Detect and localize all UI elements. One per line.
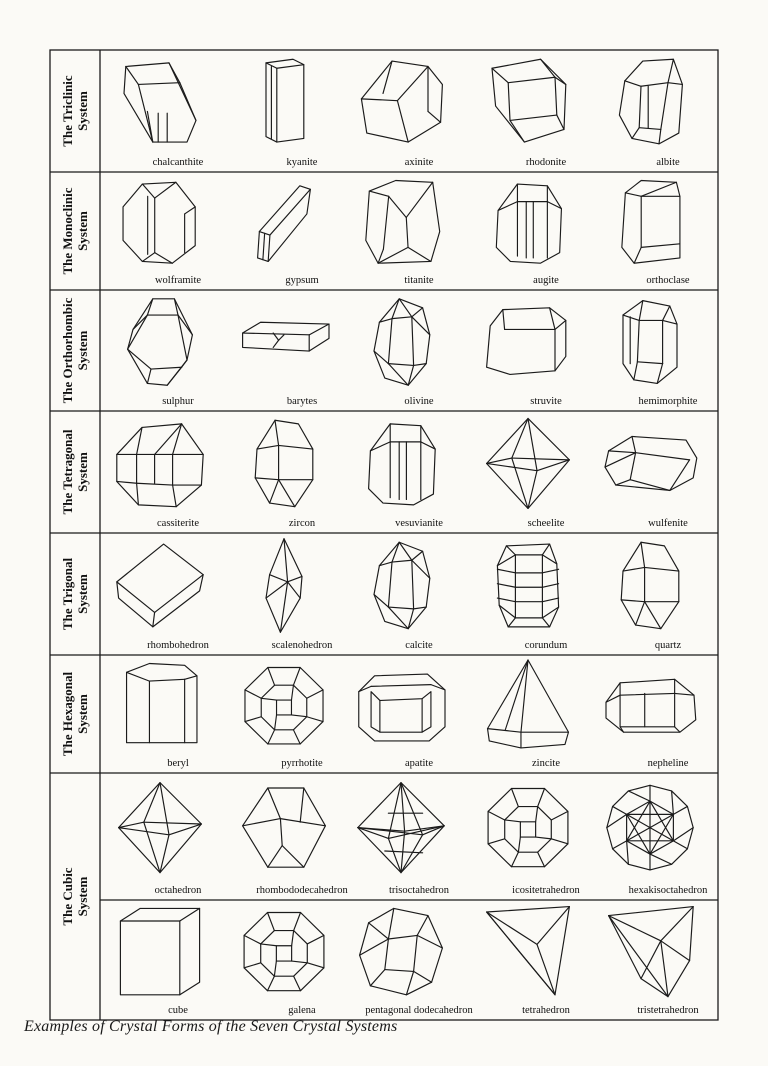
crystal-hexakisoctahedron bbox=[607, 785, 693, 870]
crystal-struvite bbox=[487, 308, 566, 375]
crystal-label: pyrrhotite bbox=[281, 758, 323, 769]
crystal-tetrahedron bbox=[487, 907, 570, 995]
crystal-label: struvite bbox=[530, 396, 562, 407]
crystal-label: scalenohedron bbox=[271, 640, 333, 651]
crystal-pentagonal-dodecahedron bbox=[360, 908, 443, 994]
crystal-rhodonite bbox=[492, 59, 566, 142]
crystal-barytes bbox=[243, 322, 329, 351]
crystal-scheelite bbox=[487, 418, 570, 508]
crystal-titanite bbox=[366, 181, 440, 264]
system-title-line: System bbox=[75, 211, 90, 251]
crystal-label: orthoclase bbox=[646, 275, 690, 286]
crystal-wulfenite bbox=[605, 436, 697, 490]
crystal-label: calcite bbox=[405, 640, 433, 651]
crystal-orthoclase bbox=[622, 181, 680, 264]
crystal-corundum bbox=[497, 544, 558, 627]
crystal-label: barytes bbox=[286, 396, 318, 407]
crystal-label: tristetrahedron bbox=[637, 1005, 699, 1016]
system-title-line: System bbox=[75, 694, 90, 734]
crystal-sulphur bbox=[128, 299, 193, 385]
crystal-beryl bbox=[127, 664, 197, 743]
crystal-label: zircon bbox=[288, 518, 316, 529]
system-title-line: System bbox=[75, 574, 90, 614]
crystal-label: wulfenite bbox=[648, 518, 688, 529]
crystal-zincite bbox=[488, 660, 569, 748]
system-title-line: The Tetragonal bbox=[60, 429, 75, 515]
crystal-label: scheelite bbox=[527, 518, 565, 529]
system-title bbox=[60, 187, 90, 274]
crystal-zircon bbox=[255, 420, 313, 506]
crystal-cassiterite bbox=[117, 424, 203, 507]
crystal-octahedron bbox=[119, 783, 202, 873]
crystal-label: augite bbox=[533, 275, 559, 286]
crystal-pyrrhotite bbox=[245, 667, 323, 743]
crystal-quartz bbox=[621, 542, 679, 628]
crystal-label: olivine bbox=[404, 396, 434, 407]
crystal-label: apatite bbox=[405, 758, 433, 769]
system-title-line: The Hexagonal bbox=[60, 671, 75, 757]
system-title-line: System bbox=[75, 876, 90, 917]
crystal-tristetrahedron bbox=[609, 907, 694, 997]
crystal-label: octahedron bbox=[154, 885, 202, 896]
system-title-line: The Cubic bbox=[60, 867, 75, 926]
crystal-label: galena bbox=[288, 1005, 316, 1016]
crystal-label: kyanite bbox=[286, 157, 318, 168]
crystal-kyanite bbox=[266, 59, 304, 142]
system-title-line: The Trigonal bbox=[60, 557, 75, 631]
system-title-line: System bbox=[75, 330, 90, 371]
system-title bbox=[60, 75, 90, 147]
crystal-icositetrahedron bbox=[488, 788, 568, 866]
crystal-label: icositetrahedron bbox=[512, 885, 580, 896]
system-title-line: The Orthorhombic bbox=[60, 297, 75, 404]
crystal-hemimorphite bbox=[623, 301, 677, 384]
crystal-label: gypsum bbox=[285, 275, 319, 286]
crystal-trisoctahedron bbox=[358, 783, 444, 873]
crystal-label: hemimorphite bbox=[638, 396, 698, 407]
crystal-label: rhodonite bbox=[525, 157, 567, 168]
system-title bbox=[60, 672, 90, 757]
crystal-label: wolframite bbox=[154, 275, 202, 286]
crystal-label: pentagonal dodecahedron bbox=[365, 1005, 473, 1016]
crystal-rhombohedron bbox=[117, 544, 203, 627]
system-title-line: System bbox=[75, 452, 90, 492]
crystal-rhombododecahedron bbox=[243, 788, 326, 867]
crystal-label: nepheline bbox=[647, 758, 689, 769]
system-title-line: The Triclinic bbox=[60, 75, 75, 147]
crystal-label: sulphur bbox=[162, 396, 194, 407]
crystal-albite bbox=[619, 59, 682, 144]
system-title bbox=[60, 867, 90, 925]
crystal-label: quartz bbox=[654, 640, 682, 651]
crystal-vesuvianite bbox=[369, 424, 436, 505]
crystal-label: titanite bbox=[404, 275, 434, 286]
crystal-label: chalcanthite bbox=[152, 157, 204, 168]
system-title-line: System bbox=[75, 91, 90, 131]
system-title-line: The Monoclinic bbox=[60, 187, 75, 275]
crystal-label: vesuvianite bbox=[395, 518, 443, 529]
crystal-label: cassiterite bbox=[157, 518, 199, 529]
crystal-calcite bbox=[374, 542, 430, 628]
plate-caption: Examples of Crystal Forms of the Seven Crystal Systems bbox=[24, 1018, 398, 1035]
crystal-label: tetrahedron bbox=[522, 1005, 570, 1016]
crystal-label: cube bbox=[168, 1005, 188, 1016]
crystal-galena bbox=[244, 912, 324, 990]
crystal-label: rhombododecahedron bbox=[256, 885, 348, 896]
system-title bbox=[60, 429, 90, 514]
crystal-label: albite bbox=[656, 157, 680, 168]
system-title bbox=[60, 558, 90, 631]
crystal-olivine bbox=[374, 299, 430, 385]
crystal-nepheline bbox=[606, 679, 696, 732]
crystal-label: rhombohedron bbox=[147, 640, 209, 651]
crystal-label: beryl bbox=[167, 758, 189, 769]
system-title bbox=[60, 297, 90, 403]
crystal-cube bbox=[120, 908, 199, 994]
crystal-label: trisoctahedron bbox=[388, 885, 450, 896]
crystal-label: hexakisoctahedron bbox=[628, 885, 708, 896]
crystal-augite bbox=[496, 184, 561, 263]
crystal-wolframite bbox=[123, 182, 195, 263]
crystal-label: corundum bbox=[524, 640, 568, 651]
crystal-label: axinite bbox=[404, 157, 434, 168]
crystal-chalcanthite bbox=[124, 63, 196, 142]
crystal-apatite bbox=[359, 674, 445, 741]
crystal-axinite bbox=[361, 61, 442, 142]
crystal-scalenohedron bbox=[266, 539, 302, 633]
crystal-gypsum bbox=[258, 186, 311, 262]
crystal-label: zincite bbox=[532, 758, 560, 769]
